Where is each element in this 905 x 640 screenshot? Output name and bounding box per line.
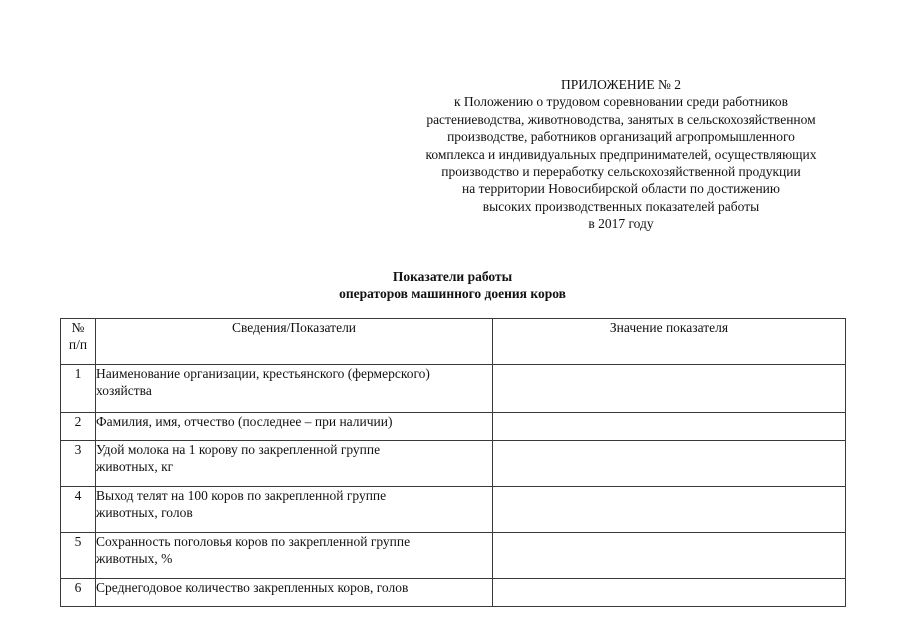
appendix-line: производстве, работников организаций агропромышленного [447, 129, 795, 145]
row-info-line: животных, голов [96, 505, 193, 520]
appendix-line: к Положению о трудовом соревновании среди работников [453, 94, 789, 110]
row-info-line: Выход телят на 100 коров по закрепленной группе [96, 488, 387, 503]
row-value[interactable] [493, 365, 846, 413]
row-info-line: Наименование организации, крестьянского (фермерского) [96, 366, 430, 381]
row-info [96, 441, 493, 487]
table-row [61, 533, 846, 579]
table-row [61, 579, 846, 607]
row-number: 5 [61, 533, 96, 579]
row-value[interactable] [493, 533, 846, 579]
row-info-line: Удой молока на 1 корову по закрепленной группе [96, 442, 381, 457]
row-info-line: животных, кг [96, 459, 174, 474]
document-heading [0, 268, 905, 302]
row-info-line: Фамилия, имя, отчество (последнее – при наличии) [96, 414, 393, 429]
table-header-row [61, 319, 846, 365]
row-info-line: Среднегодовое количество закрепленных коров, голов [96, 580, 409, 595]
row-info-line: хозяйства [96, 383, 152, 398]
row-number: 4 [61, 487, 96, 533]
header-value: Значение показателя [493, 319, 846, 365]
indicators-table [60, 318, 846, 607]
row-info-line: Сохранность поголовья коров по закрепленной группе [96, 534, 411, 549]
row-info-line: животных, % [96, 551, 173, 566]
row-number: 1 [61, 365, 96, 413]
row-value[interactable] [493, 413, 846, 441]
table-row [61, 487, 846, 533]
row-info [96, 533, 493, 579]
table-row [61, 413, 846, 441]
header-number-symbol: № [71, 320, 85, 335]
heading-line: операторов машинного доения коров [339, 286, 566, 301]
appendix-title: ПРИЛОЖЕНИЕ № 2 [560, 77, 682, 92]
row-info [96, 579, 493, 607]
row-number: 6 [61, 579, 96, 607]
appendix-line: на территории Новосибирской области по достижению [462, 181, 780, 197]
row-info [96, 413, 493, 441]
table-row [61, 365, 846, 413]
row-info [96, 487, 493, 533]
row-value[interactable] [493, 441, 846, 487]
row-value[interactable] [493, 487, 846, 533]
appendix-line: высоких производственных показателей работы [482, 198, 760, 214]
row-value[interactable] [493, 579, 846, 607]
row-number: 2 [61, 413, 96, 441]
appendix-line: растениеводства, животноводства, занятых в сельскохозяйственном [426, 111, 816, 127]
appendix-line: производство и переработку сельскохозяйственной продукции [441, 164, 801, 180]
table-row [61, 441, 846, 487]
appendix-line: комплекса и индивидуальных предпринимателей, осуществляющих [425, 146, 817, 162]
header-number-label: п/п [68, 337, 88, 352]
header-info: Сведения/Показатели [96, 319, 493, 365]
appendix-line: в 2017 году [588, 216, 654, 232]
row-number: 3 [61, 441, 96, 487]
header-number [61, 319, 96, 365]
appendix-block [392, 76, 850, 233]
row-info [96, 365, 493, 413]
heading-line: Показатели работы [392, 269, 513, 284]
